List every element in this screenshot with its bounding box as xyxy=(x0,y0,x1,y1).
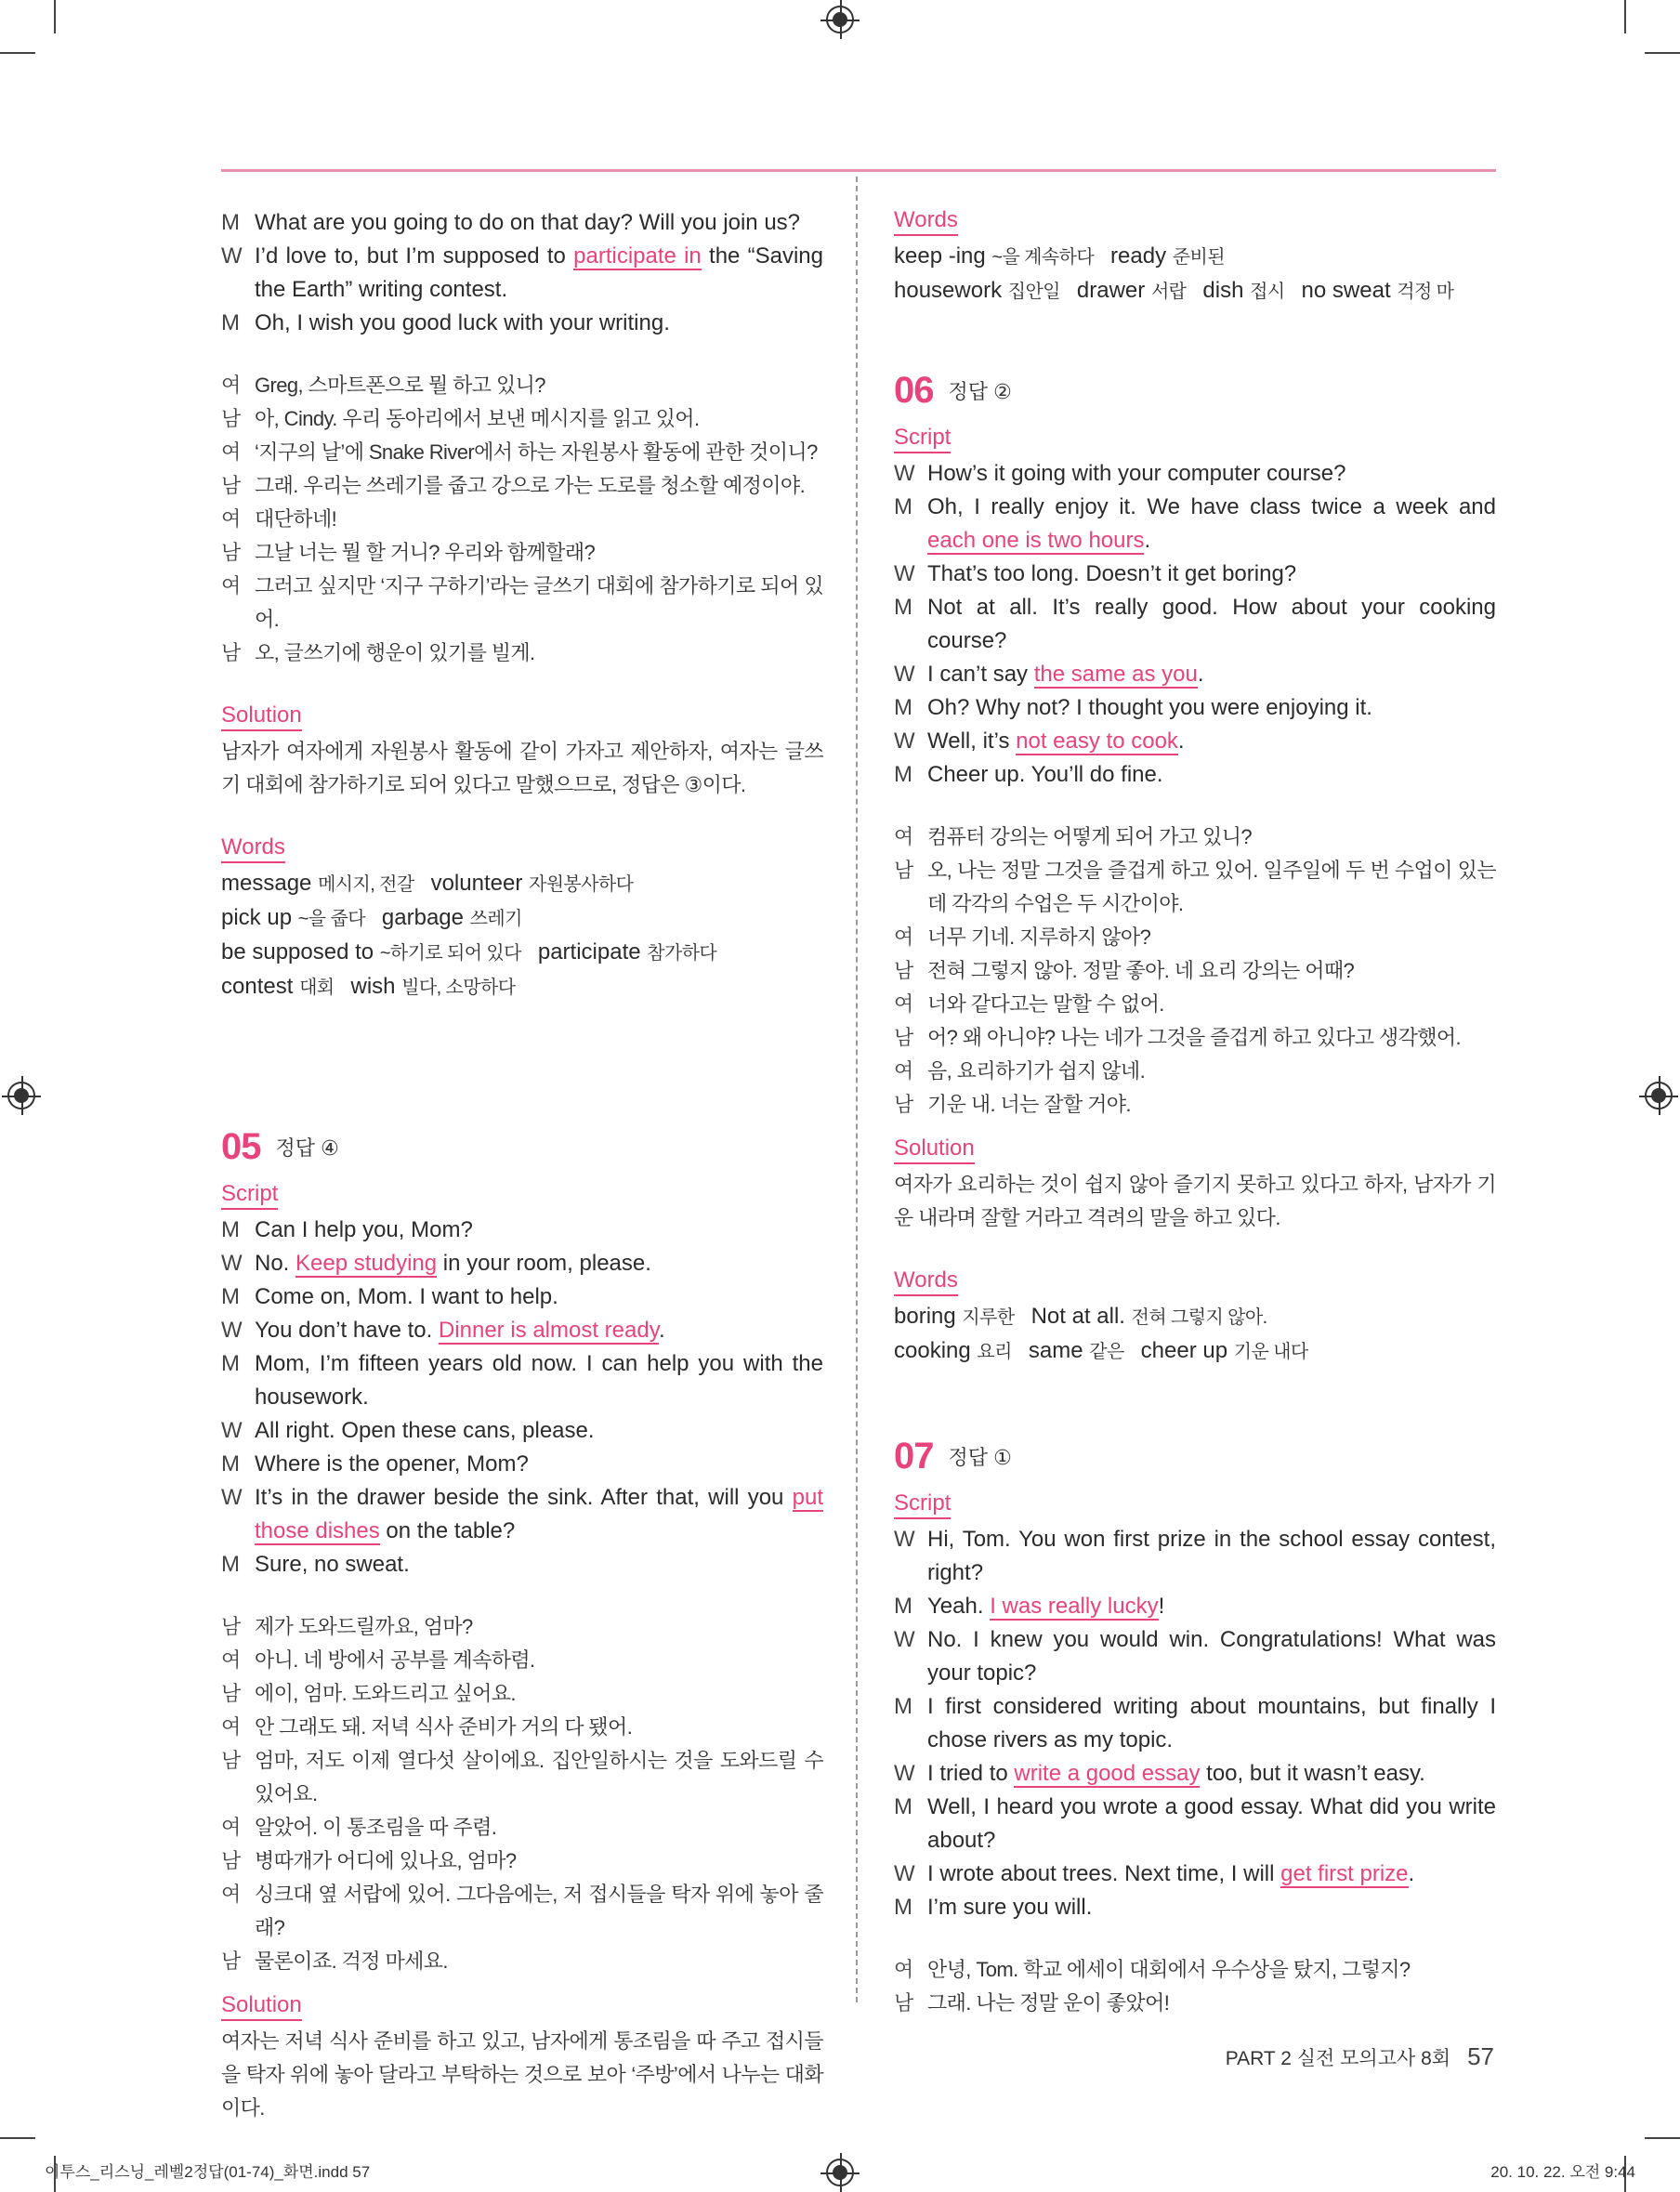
speaker-label: 남 xyxy=(221,1849,241,1872)
highlighted-phrase: participate in xyxy=(573,243,702,269)
translation-text: 너와 같다고는 말할 수 없어. xyxy=(927,992,1164,1016)
word-row xyxy=(894,240,1496,274)
page-number: 57 xyxy=(1467,2042,1494,2070)
translation-text: 컴퓨터 강의는 어떻게 되어 가고 있니? xyxy=(927,825,1252,848)
dialog-line xyxy=(221,1414,823,1448)
solution-text-05: 여자는 저녁 식사 준비를 하고 있고, 남자에게 통조림을 따 주고 접시들을 탁자 위에 놓아 달라고 부탁하는 것으로 보아 ‘주방’에서 나누는 대화이다. xyxy=(221,2029,823,2120)
word-row xyxy=(894,1300,1496,1334)
highlighted-phrase: put those dishes xyxy=(255,1485,823,1543)
word-korean: 요리 xyxy=(977,1342,1012,1362)
word-english: housework xyxy=(894,278,1003,303)
dialog-line xyxy=(894,691,1496,725)
speaker-label: 여 xyxy=(221,574,241,597)
translation-text: 기운 내. 너는 잘할 거야. xyxy=(927,1093,1131,1116)
word-row xyxy=(894,274,1496,308)
speaker-label: M xyxy=(894,695,912,720)
dialog-text: Yeah. xyxy=(927,1594,991,1619)
dialog-text: . xyxy=(1144,528,1151,553)
translation-line xyxy=(221,436,823,469)
speaker-label: W xyxy=(894,1627,915,1652)
speaker-label: 남 xyxy=(221,1749,241,1772)
dialog-text: No. xyxy=(255,1251,296,1276)
dialog-text: Oh, I really enjoy it. We have class twice a week and xyxy=(927,494,1496,519)
question-header-07 xyxy=(894,1423,1496,1477)
translation-line xyxy=(894,1055,1496,1088)
speaker-label: M xyxy=(894,494,912,519)
solution-label: Solution xyxy=(221,702,302,731)
word-english: message xyxy=(221,871,312,896)
word-korean: 지루한 xyxy=(962,1307,1015,1328)
word-english: no sweat xyxy=(1301,278,1391,303)
word-english: pick up xyxy=(221,905,293,930)
speaker-label: 여 xyxy=(221,1816,241,1839)
translation-text: 그날 너는 뭘 할 거니? 우리와 함께할래? xyxy=(255,541,596,564)
word-korean: 자원봉사하다 xyxy=(528,874,634,895)
speaker-label: W xyxy=(221,1251,243,1276)
word-korean: 서랍 xyxy=(1150,282,1187,302)
registration-mark-icon xyxy=(826,2159,854,2186)
dialog-line xyxy=(894,1690,1496,1757)
word-korean: 준비된 xyxy=(1172,247,1225,268)
crop-mark xyxy=(0,52,35,54)
dialog-text: Can I help you, Mom? xyxy=(255,1217,473,1242)
word-korean: 메시지, 전갈 xyxy=(318,874,414,895)
speaker-label: W xyxy=(894,561,915,586)
script-label: Script xyxy=(894,424,951,453)
translation-line xyxy=(221,1610,823,1644)
speaker-label: W xyxy=(894,1861,915,1886)
words-label: Words xyxy=(894,1267,958,1296)
dialog-line xyxy=(894,1891,1496,1924)
highlighted-phrase: not easy to cook xyxy=(1016,728,1178,754)
word-korean: 기운 내다 xyxy=(1233,1342,1308,1362)
translation-text: 병따개가 어디에 있나요, 엄마? xyxy=(255,1849,517,1872)
word-korean: 집안일 xyxy=(1007,282,1060,302)
word-row xyxy=(221,901,823,936)
word-row xyxy=(221,970,823,1004)
word-korean: 전혀 그렇지 않아. xyxy=(1131,1307,1267,1328)
translation-text: 전혀 그렇지 않아. 정말 좋아. 네 요리 강의는 어때? xyxy=(927,959,1355,982)
solution-text-06: 여자가 요리하는 것이 쉽지 않아 즐기지 못하고 있다고 하자, 남자가 기운 내라며 잘할 거라고 격려의 말을 하고 있다. xyxy=(894,1173,1496,1229)
word-english: cheer up xyxy=(1140,1338,1228,1363)
word-english: ready xyxy=(1110,243,1167,269)
dialog-line xyxy=(221,206,823,240)
word-korean: ~을 계속하다 xyxy=(991,247,1095,268)
script-label: Script xyxy=(221,1180,278,1210)
translation-line xyxy=(894,1953,1496,1987)
translation-text: 그래. 우리는 쓰레기를 줍고 강으로 가는 도로를 청소할 예정이야. xyxy=(255,474,806,497)
dialog-line xyxy=(894,1757,1496,1791)
speaker-label: M xyxy=(894,1895,912,1920)
translation-line xyxy=(221,503,823,536)
speaker-label: 여 xyxy=(894,1958,913,1981)
speaker-label: M xyxy=(894,1594,912,1619)
dialog-text: That’s too long. Doesn’t it get boring? xyxy=(927,561,1297,586)
highlighted-phrase: the same as you xyxy=(1033,662,1198,687)
solution-label: Solution xyxy=(221,1991,302,2021)
translation-line xyxy=(894,921,1496,954)
speaker-label: W xyxy=(221,1318,243,1343)
translation-text: 어? 왜 아니야? 나는 네가 그것을 즐겁게 하고 있다고 생각했어. xyxy=(927,1026,1462,1049)
dialog-text: I first considered writing about mountains, but finally I chose rivers as my topic. xyxy=(927,1694,1496,1752)
translation-line xyxy=(221,1844,823,1878)
word-english: be supposed to xyxy=(221,939,374,965)
dialog-line xyxy=(894,658,1496,691)
translation-line xyxy=(894,854,1496,921)
speaker-label: W xyxy=(221,1485,243,1510)
speaker-label: 남 xyxy=(894,1991,913,2015)
translation-text: 오, 나는 정말 그것을 즐겁게 하고 있어. 일주일에 두 번 수업이 있는데 각각의 수업은 두 시간이야. xyxy=(927,859,1496,915)
dialog-text: It’s in the drawer beside the sink. After that, will you xyxy=(255,1485,793,1510)
dialog-line xyxy=(221,1448,823,1481)
registration-mark-icon xyxy=(826,6,854,33)
translation-line xyxy=(894,1088,1496,1122)
speaker-label: 남 xyxy=(894,859,913,882)
speaker-label: M xyxy=(221,310,240,335)
translation-text: 엄마, 저도 이제 열다섯 살이에요. 집안일하시는 것을 도와드릴 수 있어요. xyxy=(255,1749,823,1805)
speaker-label: 여 xyxy=(221,1648,241,1672)
word-korean: 걱정 마 xyxy=(1397,282,1454,302)
dialog-text: too, but it wasn’t easy. xyxy=(1200,1761,1425,1786)
dialog-text: I tried to xyxy=(927,1761,1015,1786)
dialog-line xyxy=(221,307,823,340)
crop-mark xyxy=(1645,2137,1680,2139)
dialog-text: in your room, please. xyxy=(437,1251,651,1276)
word-english: Not at all. xyxy=(1030,1304,1125,1329)
speaker-label: 여 xyxy=(221,440,241,464)
dialog-text: Where is the opener, Mom? xyxy=(255,1451,529,1477)
speaker-label: 여 xyxy=(894,825,913,848)
speaker-label: 여 xyxy=(894,992,913,1016)
dialog-07 xyxy=(894,1523,1496,1924)
word-korean: ~하기로 되어 있다 xyxy=(379,943,521,964)
word-korean: ~을 줍다 xyxy=(297,909,365,929)
translation-text: 알았어. 이 통조림을 따 주렴. xyxy=(255,1816,497,1839)
right-column xyxy=(894,206,1496,2020)
header-rule xyxy=(221,169,1496,172)
speaker-label: M xyxy=(894,595,912,620)
dialog-text: Hi, Tom. You won first prize in the school essay contest, right? xyxy=(927,1527,1496,1585)
dialog-text: Come on, Mom. I want to help. xyxy=(255,1284,558,1309)
words-label: Words xyxy=(221,833,285,863)
dialog-line xyxy=(894,1857,1496,1891)
dialog-text: You don’t have to. xyxy=(255,1318,439,1343)
crop-mark xyxy=(0,2137,35,2139)
highlighted-phrase: I was really lucky xyxy=(990,1594,1159,1619)
speaker-label: W xyxy=(894,1527,915,1552)
speaker-label: 여 xyxy=(221,374,241,397)
answer-label: 정답 ② xyxy=(948,380,1012,403)
translation-line xyxy=(221,469,823,503)
translation-text: 그러고 싶지만 ‘지구 구하기’라는 글쓰기 대회에 참가하기로 되어 있어. xyxy=(255,574,823,631)
dialog-text: Mom, I’m fifteen years old now. I can help you with the housework. xyxy=(255,1351,823,1410)
word-korean: 대회 xyxy=(299,978,335,998)
dialog-text: . xyxy=(1197,662,1204,687)
dialog-line xyxy=(894,457,1496,491)
part-title: PART 2 실전 모의고사 8회 xyxy=(1225,2048,1451,2069)
dialog-line xyxy=(894,1523,1496,1590)
dialog-line xyxy=(221,1481,823,1548)
dialog-line xyxy=(894,1590,1496,1623)
dialog-line xyxy=(894,491,1496,558)
translation-line xyxy=(221,402,823,436)
question-header-06 xyxy=(894,357,1496,411)
korean-translation-06 xyxy=(894,820,1496,1122)
translation-text: 오, 글쓰기에 행운이 있기를 빌게. xyxy=(255,641,535,664)
translation-line xyxy=(894,1021,1496,1055)
word-english: same xyxy=(1028,1338,1083,1363)
speaker-label: M xyxy=(894,1794,912,1819)
speaker-label: 여 xyxy=(221,1883,241,1906)
translation-text: 안 그래도 돼. 저녁 식사 준비가 거의 다 됐어. xyxy=(255,1715,633,1739)
words-list-05 xyxy=(894,240,1496,308)
word-row xyxy=(221,867,823,901)
translation-line xyxy=(221,1945,823,1978)
translation-line xyxy=(221,536,823,570)
dialog-text: ! xyxy=(1158,1594,1165,1619)
dialog-line xyxy=(221,1548,823,1582)
translation-line xyxy=(221,1644,823,1677)
speaker-label: W xyxy=(894,728,915,754)
words-label: Words xyxy=(894,206,958,236)
speaker-label: 남 xyxy=(221,541,241,564)
dialog-line xyxy=(894,1623,1496,1690)
word-english: cooking xyxy=(894,1338,971,1363)
dialog-line xyxy=(221,240,823,307)
translation-line xyxy=(221,1744,823,1811)
word-row xyxy=(221,936,823,970)
word-english: garbage xyxy=(381,905,464,930)
dialog-text: Well, it’s xyxy=(927,728,1017,754)
speaker-label: 남 xyxy=(221,1682,241,1705)
registration-mark-icon xyxy=(7,1082,35,1109)
translation-text: 대단하네! xyxy=(255,507,337,531)
translation-text: 제가 도와드릴까요, 엄마? xyxy=(255,1615,473,1638)
korean-translation-05 xyxy=(221,1610,823,1978)
speaker-label: 남 xyxy=(221,474,241,497)
dialog-text: the “Saving the Earth” writing contest. xyxy=(255,243,823,302)
dialog-line xyxy=(894,591,1496,658)
translation-line xyxy=(894,1987,1496,2020)
dialog-line xyxy=(894,725,1496,758)
highlighted-phrase: Keep studying xyxy=(295,1251,438,1276)
translation-line xyxy=(221,1677,823,1711)
highlighted-phrase: each one is two hours xyxy=(927,528,1145,553)
speaker-label: M xyxy=(894,762,912,787)
translation-line xyxy=(894,988,1496,1021)
translation-line xyxy=(221,1811,823,1844)
translation-text: 아니. 네 방에서 공부를 계속하렴. xyxy=(255,1648,535,1672)
dialog-line xyxy=(221,1347,823,1414)
translation-line xyxy=(894,820,1496,854)
dialog-text: Not at all. It’s really good. How about your cooking course? xyxy=(927,595,1496,653)
dialog-line xyxy=(221,1247,823,1280)
speaker-label: W xyxy=(894,1761,915,1786)
dialog-line xyxy=(894,758,1496,792)
translation-line xyxy=(221,1878,823,1945)
translation-line xyxy=(221,570,823,637)
speaker-label: 여 xyxy=(894,925,913,949)
speaker-label: 남 xyxy=(894,959,913,982)
translation-text: 에이, 엄마. 도와드리고 싶어요. xyxy=(255,1682,516,1705)
question-header-05 xyxy=(221,1113,823,1167)
dialog-05 xyxy=(221,1214,823,1582)
korean-translation-07 xyxy=(894,1953,1496,2020)
dialog-line xyxy=(221,1314,823,1347)
dialog-text: . xyxy=(1177,728,1185,754)
words-list-06 xyxy=(894,1300,1496,1369)
solution-label: Solution xyxy=(894,1135,975,1164)
speaker-label: M xyxy=(221,1217,240,1242)
date-slug: 20. 10. 22. 오전 9:44 xyxy=(1490,2163,1635,2181)
highlighted-phrase: write a good essay xyxy=(1014,1761,1201,1786)
translation-text: 너무 기네. 지루하지 않아? xyxy=(927,925,1151,949)
dialog-text: I’d love to, but I’m supposed to xyxy=(255,243,574,269)
word-english: drawer xyxy=(1076,278,1146,303)
speaker-label: M xyxy=(221,210,240,235)
dialog-line xyxy=(894,1791,1496,1857)
speaker-label: 남 xyxy=(894,1093,913,1116)
speaker-label: 여 xyxy=(221,1715,241,1739)
file-slug: 이투스_리스닝_레벨2정답(01-74)_화면.indd 57 xyxy=(45,2163,371,2181)
speaker-label: M xyxy=(221,1451,240,1477)
speaker-label: 여 xyxy=(894,1059,913,1083)
translation-text: 싱크대 옆 서랍에 있어. 그다음에는, 저 접시들을 탁자 위에 놓아 줄래? xyxy=(255,1883,823,1939)
dialog-text: Sure, no sweat. xyxy=(255,1552,410,1577)
answer-label: 정답 ④ xyxy=(275,1136,339,1160)
translation-text: 음, 요리하기가 쉽지 않네. xyxy=(927,1059,1146,1083)
speaker-label: 여 xyxy=(221,507,241,531)
korean-translation-04 xyxy=(221,369,823,670)
word-korean: 참가하다 xyxy=(647,943,717,964)
speaker-label: M xyxy=(221,1351,240,1376)
highlighted-phrase: get first prize xyxy=(1280,1861,1409,1886)
dialog-text: All right. Open these cans, please. xyxy=(255,1418,595,1443)
registration-mark-icon xyxy=(1645,1082,1673,1109)
dialog-text: Well, I heard you wrote a good essay. What did you write about? xyxy=(927,1794,1496,1853)
dialog-text: I’m sure you will. xyxy=(927,1895,1093,1920)
translation-text: Greg, 스마트폰으로 뭘 하고 있니? xyxy=(255,374,545,397)
left-column xyxy=(221,206,823,2125)
word-korean: 같은 xyxy=(1089,1342,1124,1362)
translation-line xyxy=(221,637,823,670)
speaker-label: W xyxy=(894,461,915,486)
answer-label: 정답 ① xyxy=(948,1446,1012,1469)
highlighted-phrase: Dinner is almost ready xyxy=(438,1318,659,1343)
speaker-label: M xyxy=(894,1694,912,1719)
speaker-label: 남 xyxy=(894,1026,913,1049)
word-english: wish xyxy=(350,974,396,999)
dialog-text: What are you going to do on that day? Will you join us? xyxy=(255,210,801,235)
dialog-text: . xyxy=(1408,1861,1415,1886)
translation-text: 안녕, Tom. 학교 에세이 대회에서 우수상을 탔지, 그렇지? xyxy=(927,1958,1411,1981)
dialog-text: Oh, I wish you good luck with your writing. xyxy=(255,310,670,335)
page-folio xyxy=(1226,2042,1494,2071)
crop-mark xyxy=(1645,52,1680,54)
translation-text: ‘지구의 날’에 Snake River에서 하는 자원봉사 활동에 관한 것이니? xyxy=(255,440,818,464)
translation-line xyxy=(221,369,823,402)
speaker-label: 남 xyxy=(221,1615,241,1638)
translation-text: 그래. 나는 정말 운이 좋았어! xyxy=(927,1991,1170,2015)
speaker-label: 남 xyxy=(221,641,241,664)
crop-mark xyxy=(1624,0,1626,33)
dialog-text: . xyxy=(658,1318,665,1343)
question-number: 07 xyxy=(894,1436,934,1477)
dialog-06 xyxy=(894,457,1496,792)
word-english: keep -ing xyxy=(894,243,986,269)
word-english: volunteer xyxy=(430,871,523,896)
dialog-text: No. I knew you would win. Congratulations! What was your topic? xyxy=(927,1627,1496,1686)
solution-text-04: 남자가 여자에게 자원봉사 활동에 같이 가자고 제안하자, 여자는 글쓰기 대회에 참가하기로 되어 있다고 말했으므로, 정답은 ③이다. xyxy=(221,740,823,796)
dialog-line xyxy=(221,1214,823,1247)
word-row xyxy=(894,1334,1496,1369)
question-number: 06 xyxy=(894,370,934,411)
dialog-04-end xyxy=(221,206,823,340)
translation-line xyxy=(221,1711,823,1744)
speaker-label: M xyxy=(221,1284,240,1309)
dialog-text: on the table? xyxy=(379,1518,516,1543)
speaker-label: M xyxy=(221,1552,240,1577)
word-korean: 빌다, 소망하다 xyxy=(401,978,516,998)
dialog-line xyxy=(894,558,1496,591)
word-english: contest xyxy=(221,974,294,999)
dialog-text: Cheer up. You’ll do fine. xyxy=(927,762,1163,787)
speaker-label: W xyxy=(221,1418,243,1443)
dialog-text: How’s it going with your computer course? xyxy=(927,461,1346,486)
word-english: participate xyxy=(537,939,641,965)
script-label: Script xyxy=(894,1490,951,1519)
dialog-text: I wrote about trees. Next time, I will xyxy=(927,1861,1281,1886)
crop-mark xyxy=(54,0,56,33)
translation-line xyxy=(894,954,1496,988)
speaker-label: W xyxy=(221,243,243,269)
speaker-label: W xyxy=(894,662,915,687)
word-korean: 접시 xyxy=(1250,282,1285,302)
dialog-text: I can’t say xyxy=(927,662,1034,687)
word-english: boring xyxy=(894,1304,956,1329)
translation-text: 물론이죠. 걱정 마세요. xyxy=(255,1949,448,1973)
dialog-text: Oh? Why not? I thought you were enjoying it. xyxy=(927,695,1372,720)
column-divider xyxy=(856,177,858,2002)
word-korean: 쓰레기 xyxy=(469,909,522,929)
word-english: dish xyxy=(1202,278,1244,303)
dialog-line xyxy=(221,1280,823,1314)
speaker-label: 남 xyxy=(221,407,241,430)
words-list-04 xyxy=(221,867,823,1004)
question-number: 05 xyxy=(221,1126,261,1167)
translation-text: 아, Cindy. 우리 동아리에서 보낸 메시지를 읽고 있어. xyxy=(255,407,700,430)
speaker-label: 남 xyxy=(221,1949,241,1973)
